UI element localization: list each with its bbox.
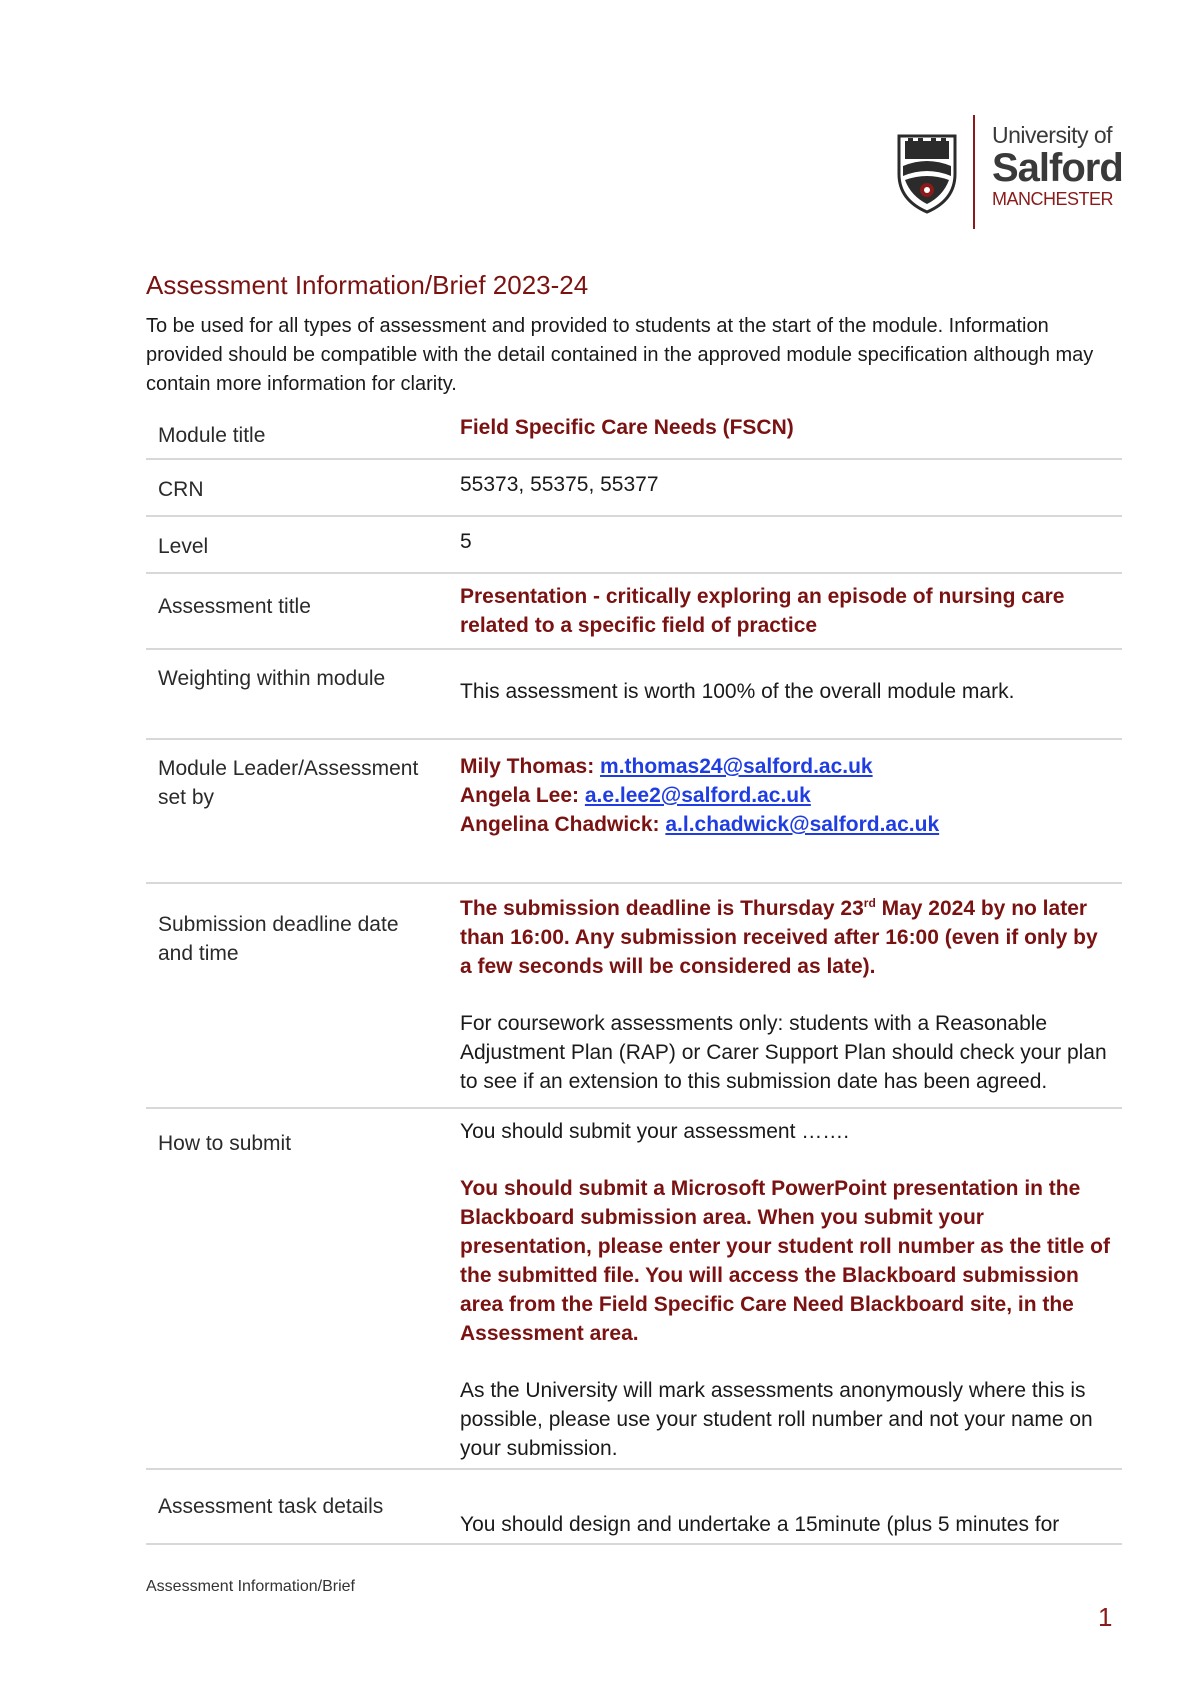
footer-label: Assessment Information/Brief: [146, 1578, 355, 1595]
task-details-value: You should design and undertake a 15minute (plus 5 minutes for: [460, 1513, 1060, 1536]
leader-email-link[interactable]: a.e.lee2@salford.ac.uk: [584, 784, 811, 807]
logo-line-manchester: MANCHESTER: [992, 189, 1114, 209]
logo-wordmark: [992, 122, 1123, 210]
leader-email-link[interactable]: m.thomas24@salford.ac.uk: [600, 755, 873, 778]
deadline-text-end: May 2024 by no later than 16:00. Any submission received after 16:00 (even if only by a few seconds will be considered as late).: [460, 897, 1098, 978]
leader-name: Angelina Chadwick:: [460, 813, 660, 836]
row-submission-deadline: [146, 883, 1122, 1108]
leader-entry: [460, 781, 1112, 810]
row-module-title: [146, 407, 1122, 459]
submit-instructions: You should submit a Microsoft PowerPoint presentation in the Blackboard submission area. When you submit your presentation, please enter your student roll number as the title of the submitted file. You will access the Blackboard submission area from the Field Specific Care Need Blackboard site, in the Assessment area.: [460, 1177, 1110, 1345]
assessment-brief-table: [146, 407, 1122, 1545]
module-title-value: Field Specific Care Needs (FSCN): [460, 416, 794, 439]
how-to-submit-value: [460, 1108, 1122, 1469]
deadline-label: Submission deadline date and time: [158, 913, 399, 965]
deadline-text-start: The submission deadline is Thursday 23: [460, 897, 864, 920]
logo-line-salford: Salford: [992, 146, 1123, 190]
row-module-leaders: [146, 739, 1122, 883]
weighting-value: This assessment is worth 100% of the overall module mark.: [460, 680, 1015, 703]
leader-name: Angela Lee:: [460, 784, 580, 807]
crn-label: CRN: [158, 478, 204, 501]
level-label: Level: [158, 535, 209, 558]
weighting-label: Weighting within module: [158, 667, 386, 690]
assessment-title-label: Assessment title: [158, 595, 311, 618]
module-leader-label: Module Leader/Assessment set by: [158, 757, 419, 809]
deadline-text: [460, 894, 1112, 981]
page-number: 1: [1098, 1602, 1113, 1632]
row-level: [146, 516, 1122, 573]
submit-intro: You should submit your assessment …….: [460, 1120, 850, 1143]
task-details-label: Assessment task details: [158, 1495, 384, 1518]
level-value: 5: [460, 530, 472, 553]
leader-email-link[interactable]: a.l.chadwick@salford.ac.uk: [665, 813, 940, 836]
crn-value: 55373, 55375, 55377: [460, 473, 659, 496]
university-crest-icon: [895, 130, 959, 214]
logo-divider: [973, 115, 975, 229]
module-leaders-list: [460, 739, 1122, 883]
intro-paragraph: To be used for all types of assessment and provided to students at the start of the module. Information provided should be compatible with the detail contained in the approved module specification although may contain more information for clarity.: [146, 315, 1094, 395]
logo-line-university-of: University of: [992, 122, 1113, 148]
deadline-value: [460, 883, 1122, 1108]
row-how-to-submit: [146, 1108, 1122, 1469]
leader-name: Mily Thomas:: [460, 755, 595, 778]
submit-anonymous-note: As the University will mark assessments anonymously where this is possible, please use your student roll number and not your name on your submission.: [460, 1379, 1093, 1460]
deadline-rap-note: For coursework assessments only: students with a Reasonable Adjustment Plan (RAP) or Carer Support Plan should check your plan to see if an extension to this submission date has been agreed.: [460, 1012, 1107, 1093]
assessment-title-value: Presentation - critically exploring an episode of nursing care related to a specific field of practice: [460, 585, 1065, 637]
row-task-details: [146, 1469, 1122, 1544]
leader-entry: [460, 810, 1112, 839]
leader-entry: [460, 752, 1112, 781]
university-logo: [895, 112, 1125, 232]
row-crn: [146, 459, 1122, 516]
deadline-ordinal: rd: [863, 896, 876, 910]
module-title-label: Module title: [158, 424, 266, 447]
how-to-submit-label: How to submit: [158, 1132, 292, 1155]
row-weighting: [146, 649, 1122, 739]
row-assessment-title: [146, 573, 1122, 649]
page-title: Assessment Information/Brief 2023-24: [146, 270, 589, 300]
